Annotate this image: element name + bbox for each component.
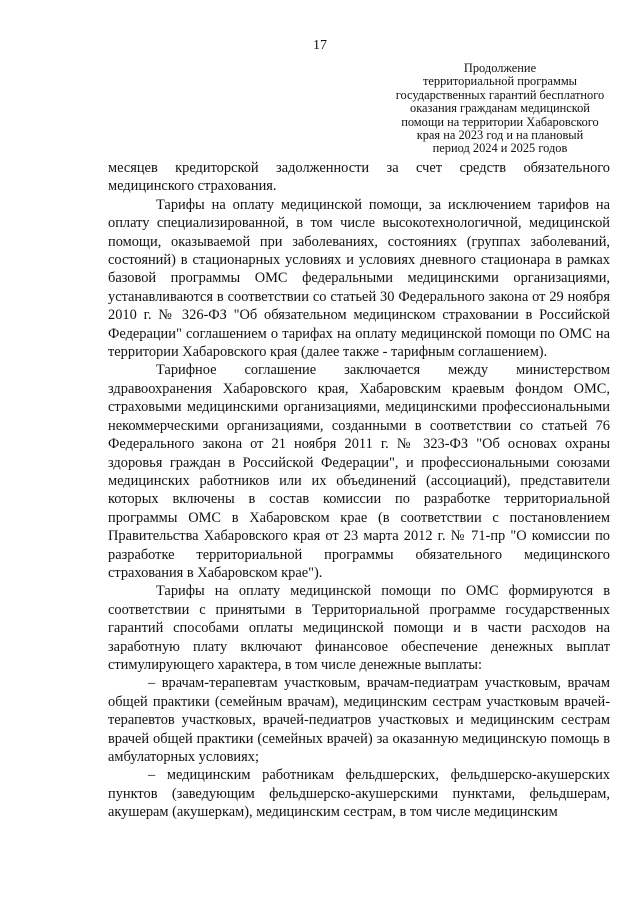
- page-number: 17: [313, 38, 327, 53]
- document-header: [382, 62, 618, 156]
- paragraph-continuation: месяцев кредиторской задолженности за счет средств обязательного медицинского страхования.: [108, 160, 610, 195]
- header-line: помощи на территории Хабаровского: [401, 114, 599, 129]
- paragraph-tariff-formation: Тарифы на оплату медицинской помощи по ОМС формируются в соответствии с принятыми в Территориальной программе государственных гарантий способами оплаты медицинской помощи и в части расходов на заработную плату включают финансовое обеспечение денежных выплат стимулирующего характера, в том числе денежные выплаты:: [108, 583, 610, 673]
- list-item-feldsher-staff: – медицинским работникам фельдшерских, фельдшерско-акушерских пунктов (заведующим фельдшерско-акушерскими пунктами, фельдшерам, акушерам (акушеркам), медицинским сестрам, в том числе медицинским: [108, 767, 610, 821]
- paragraph-tariff-agreement: Тарифное соглашение заключается между министерством здравоохранения Хабаровского края, Хабаровским краевым фондом ОМС, страховыми медицинскими организациями, медицинскими профессиональными некоммерческими организациями, созданными в соответствии со статьей 76 Федерального закона от 21 ноября 2011 г. № 323-ФЗ "Об основах охраны здоровья граждан в Российской Федерации", и профессиональными союзами медицинских работников или их объединений (ассоциаций), представители которых включены в состав комиссии по разработке территориальной программы ОМС в Хабаровском крае (в соответствии с постановлением Правительства Хабаровского края от 23 марта 2012 г. № 71-пр "О комиссии по разработке территориальной программы обязательного медицинского страхования в Хабаровском крае").: [108, 362, 610, 581]
- list-item-physicians: – врачам-терапевтам участковым, врачам-педиатрам участковым, врачам общей практики (семейным врачам), медицинским сестрам участковым врачей-терапевтов участковых, врачей-педиатров участковых и медицинским сестрам врачей общей практики (семейных врачей) за оказанную медицинскую помощь в амбулаторных условиях;: [108, 675, 610, 765]
- header-line: оказания гражданам медицинской: [410, 101, 590, 116]
- header-line: Продолжение: [463, 61, 537, 75]
- header-line: территориальной программы: [422, 74, 577, 89]
- paragraph-tariffs: Тарифы на оплату медицинской помощи, за исключением тарифов на оплату специализированной, в том числе высокотехнологичной, медицинской помощи, оказываемой при заболеваниях, состояниях (группах заболеваний, состояний) в стационарных условиях и условиях дневного стационара в рамках базовой программы ОМС федеральными медицинскими организациями, устанавливаются в соответствии со статьей 30 Федерального закона от 29 ноября 2010 г. № 326-ФЗ "Об обязательном медицинском страховании в Российской Федерации" соглашением о тарифах на оплату медицинской помощи по ОМС на территории Хабаровского края (далее также - тарифным соглашением).: [108, 196, 610, 361]
- document-body: [108, 159, 610, 822]
- header-line: государственных гарантий бесплатного: [395, 87, 605, 102]
- header-line: края на 2023 год и на плановый: [416, 128, 584, 143]
- header-line: период 2024 и 2025 годов: [432, 141, 568, 156]
